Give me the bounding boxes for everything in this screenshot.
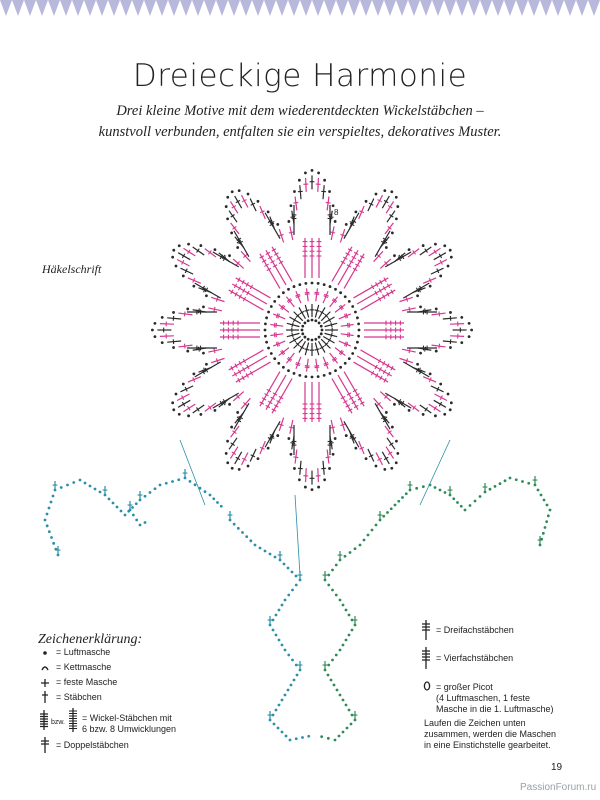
dot-icon [41, 648, 51, 658]
legend-wickel-staebchen [82, 713, 176, 735]
page-number: 19 [551, 762, 563, 773]
legend-heading: Zeichenerklärung: [38, 632, 143, 647]
legend-luftmasche: = Luftmasche [56, 647, 111, 657]
quadruple-dagger-icon [422, 647, 432, 669]
crochet-motif-flower [151, 169, 473, 491]
legend-vierfachstaebchen: = Vierfachstäbchen [436, 653, 514, 663]
plus-icon [41, 678, 51, 688]
triple-dagger-icon [422, 620, 432, 640]
legend-picot-line-3: Masche in die 1. Luftmasche) [436, 704, 554, 714]
double-dagger-icon [41, 737, 51, 753]
dagger-icon [41, 690, 51, 704]
legend-note-line-1: Laufen die Zeichen unten [424, 718, 526, 728]
legend-dreifachstaebchen: = Dreifachstäbchen [436, 625, 514, 635]
subtitle-line-2: kunstvoll verbunden, entfalten sie ein verspieltes, dekoratives Muster. [98, 124, 502, 140]
legend-picot-line-2: (4 Luftmaschen, 1 feste [436, 693, 531, 703]
legend-feste-masche: = feste Masche [56, 677, 118, 687]
legend-bzw: bzw. [51, 719, 66, 726]
legend-grosser-picot [436, 682, 554, 715]
legend-note-line-3: in eine Einstichstelle gearbeitet. [424, 740, 551, 750]
legend-note-line-2: zusammen, werden die Maschen [424, 729, 557, 739]
round-number-label: 8 [334, 208, 339, 217]
picot-icon [423, 680, 433, 692]
page-title: Dreieckige Harmonie [132, 58, 468, 94]
wrapped-stitch-icon-6 [39, 710, 49, 730]
legend-note [424, 718, 556, 751]
legend-staebchen: = Stäbchen [56, 692, 102, 702]
arc-icon [41, 663, 51, 673]
legend-wickel-line-1: = Wickel-Stäbchen mit [82, 713, 172, 723]
subtitle-line-1: Drei kleine Motive mit dem wiederentdeckten Wickelstäbchen – [116, 103, 484, 119]
wrapped-stitch-icon-8 [68, 708, 78, 732]
legend-doppelstaebchen: = Doppelstäbchen [56, 740, 129, 750]
legend-kettmasche: = Kettmasche [56, 662, 112, 672]
section-label-haekelschrift: Häkelschrift [42, 262, 102, 276]
legend-wickel-line-2: 6 bzw. 8 Umwicklungen [82, 724, 177, 734]
legend-picot-line-1: = großer Picot [436, 682, 493, 692]
watermark: PassionForum.ru [520, 782, 597, 793]
